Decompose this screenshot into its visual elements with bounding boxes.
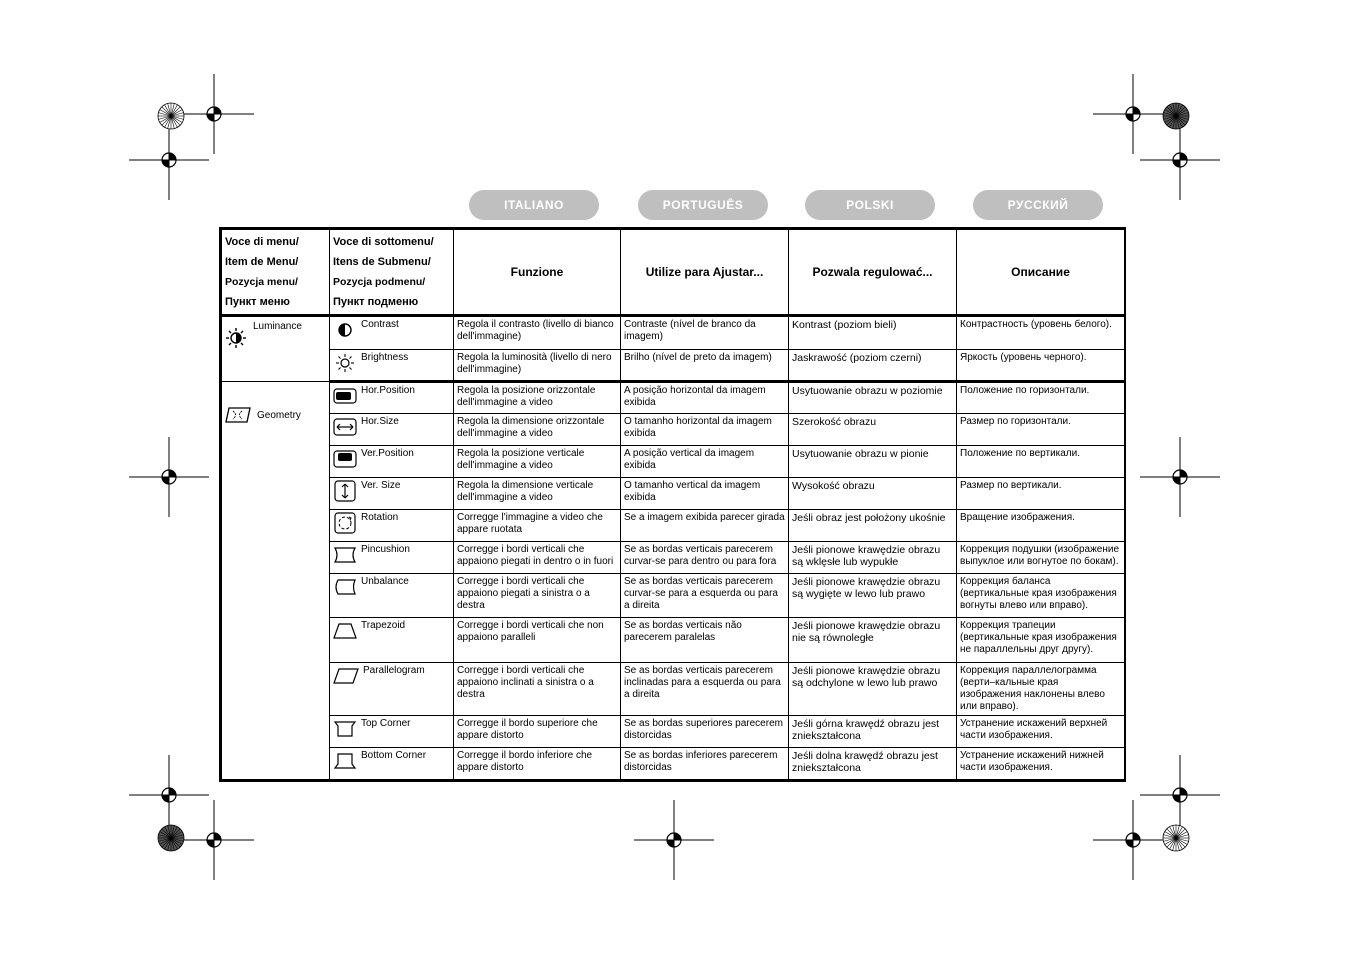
header-submenu-item-ru: Пункт подменю [333, 296, 419, 308]
table-row [222, 510, 1125, 542]
table-row [222, 618, 1125, 663]
submenu-item-label[interactable]: Trapezoid [361, 620, 406, 631]
header-submenu-item-pl: Pozycja podmenu/ [333, 276, 426, 288]
utilize-cell: A posição horizontal da imagem exibida [621, 382, 789, 414]
utilize-cell: Se as bordas verticais parecerem curvar-se para a esquerda ou para a direita [621, 574, 789, 618]
sun-icon [333, 352, 357, 374]
submenu-item-cell[interactable] [330, 574, 454, 618]
ver-position-icon [333, 448, 357, 470]
pozwala-cell: Jeśli pionowe krawędzie obrazu są wygięte w lewo lub prawo [789, 574, 957, 618]
header-funzione: Funzione [454, 230, 621, 316]
funzione-cell: Corregge i bordi verticali che appaiono piegati in dentro o in fuori [454, 542, 621, 574]
color-target-icon [1162, 102, 1190, 130]
opisanie-cell: Устранение искажений верхней части изображения. [957, 716, 1125, 748]
table-row [222, 350, 1125, 382]
registration-crosshair-icon [634, 800, 714, 880]
table-row [222, 316, 1125, 350]
registration-crosshair-icon [1140, 120, 1220, 200]
header-opisanie: Описание [957, 230, 1125, 316]
pozwala-cell: Jeśli dolna krawędź obrazu jest zniekształcona [789, 748, 957, 780]
submenu-item-cell[interactable] [330, 382, 454, 414]
funzione-cell: Corregge i bordi verticali che appaiono inclinati a sinistra o a destra [454, 663, 621, 716]
submenu-item-cell[interactable] [330, 748, 454, 780]
menu-item-label[interactable]: Luminance [253, 321, 302, 332]
color-target-icon [157, 102, 185, 130]
submenu-item-label[interactable]: Hor.Size [361, 416, 399, 427]
pozwala-cell: Jeśli pionowe krawędzie obrazu są odchylone w lewo lub prawo [789, 663, 957, 716]
utilize-cell: Brilho (nível de preto da imagem) [621, 350, 789, 382]
pozwala-cell: Jeśli górna krawędź obrazu jest zniekształcona [789, 716, 957, 748]
header-menu-item-ru: Пункт меню [225, 296, 290, 308]
bottom-corner-icon [333, 750, 357, 772]
funzione-cell: Regola il contrasto (livello di bianco dell'immagine) [454, 316, 621, 350]
pozwala-cell: Kontrast (poziom bieli) [789, 316, 957, 350]
menu-item-cell [222, 382, 330, 780]
table-row [222, 478, 1125, 510]
submenu-item-label[interactable]: Hor.Position [361, 385, 415, 396]
menu-item-label[interactable]: Geometry [257, 410, 301, 421]
submenu-item-cell[interactable] [330, 350, 454, 382]
submenu-item-cell[interactable] [330, 663, 454, 716]
pincushion-icon [333, 544, 357, 566]
hor-size-icon [333, 416, 357, 438]
tab-italiano[interactable]: ITALIANO [469, 190, 599, 220]
submenu-item-label[interactable]: Top Corner [361, 718, 411, 729]
utilize-cell: Contraste (nível de branco da imagem) [621, 316, 789, 350]
pozwala-cell: Jeśli obraz jest położony ukośnie [789, 510, 957, 542]
submenu-item-cell[interactable] [330, 414, 454, 446]
table-row [222, 716, 1125, 748]
submenu-item-label[interactable]: Rotation [361, 512, 399, 523]
header-menu-item-it: Voce di menu/ [225, 236, 299, 248]
funzione-cell: Corregge il bordo inferiore che appare distorto [454, 748, 621, 780]
opisanie-cell: Положение по горизонтали. [957, 382, 1125, 414]
opisanie-cell: Коррекция параллелограмма (верти–кальные края изображения наклонены влево или вправо). [957, 663, 1125, 716]
registration-crosshair-icon [1140, 437, 1220, 517]
submenu-item-label[interactable]: Parallelogram [363, 665, 425, 676]
funzione-cell: Regola la dimensione orizzontale dell'immagine a video [454, 414, 621, 446]
opisanie-cell: Положение по вертикали. [957, 446, 1125, 478]
submenu-item-cell[interactable] [330, 542, 454, 574]
utilize-cell: Se a imagem exibida parecer girada [621, 510, 789, 542]
tab-russkij[interactable]: РУССКИЙ [973, 190, 1103, 220]
pozwala-cell: Usytuowanie obrazu w pionie [789, 446, 957, 478]
submenu-item-label[interactable]: Ver. Size [361, 480, 401, 491]
submenu-item-cell[interactable] [330, 618, 454, 663]
rotation-icon [333, 512, 357, 534]
color-target-icon [157, 824, 185, 852]
pozwala-cell: Jaskrawość (poziom czerni) [789, 350, 957, 382]
utilize-cell: Se as bordas superiores parecerem distorcidas [621, 716, 789, 748]
parallelogram-icon [333, 665, 359, 687]
table-row [222, 663, 1125, 716]
utilize-cell: O tamanho vertical da imagem exibida [621, 478, 789, 510]
utilize-cell: O tamanho horizontal da imagem exibida [621, 414, 789, 446]
header-submenu-item [330, 230, 454, 316]
header-submenu-item-it: Voce di sottomenu/ [333, 236, 434, 248]
submenu-item-label[interactable]: Unbalance [361, 576, 409, 587]
osd-menu-table [219, 227, 1126, 782]
submenu-item-label[interactable]: Ver.Position [361, 448, 414, 459]
submenu-item-cell[interactable] [330, 316, 454, 350]
registration-crosshair-icon [1093, 800, 1173, 880]
opisanie-cell: Вращение изображения. [957, 510, 1125, 542]
funzione-cell: Corregge i bordi verticali che appaiono piegati a sinistra o a destra [454, 574, 621, 618]
opisanie-cell: Устранение искажений нижней части изображения. [957, 748, 1125, 780]
opisanie-cell: Яркость (уровень черного). [957, 350, 1125, 382]
utilize-cell: A posição vertical da imagem exibida [621, 446, 789, 478]
header-menu-item-pl: Pozycja menu/ [225, 276, 298, 288]
top-corner-icon [333, 718, 357, 740]
funzione-cell: Regola la dimensione verticale dell'immagine a video [454, 478, 621, 510]
pozwala-cell: Jeśli pionowe krawędzie obrazu są wklęsłe lub wypukłe [789, 542, 957, 574]
funzione-cell: Corregge i bordi verticali che non appaiono paralleli [454, 618, 621, 663]
utilize-cell: Se as bordas verticais parecerem inclinadas para a esquerda ou para a direita [621, 663, 789, 716]
header-menu-item-pt: Item de Menu/ [225, 256, 299, 268]
submenu-item-cell[interactable] [330, 478, 454, 510]
funzione-cell: Corregge il bordo superiore che appare distorto [454, 716, 621, 748]
opisanie-cell: Коррекция трапеции (вертикальные края изображения не параллельны друг другу). [957, 618, 1125, 663]
opisanie-cell: Контрастность (уровень белого). [957, 316, 1125, 350]
registration-crosshair-icon [129, 437, 209, 517]
registration-crosshair-icon [174, 800, 254, 880]
tab-polski[interactable]: POLSKI [805, 190, 935, 220]
table-row [222, 748, 1125, 780]
funzione-cell: Regola la posizione orizzontale dell'immagine a video [454, 382, 621, 414]
funzione-cell: Corregge l'immagine a video che appare ruotata [454, 510, 621, 542]
submenu-item-cell[interactable] [330, 510, 454, 542]
geometry-icon [225, 406, 251, 428]
tab-portugues[interactable]: PORTUGUÊS [638, 190, 768, 220]
submenu-item-cell[interactable] [330, 716, 454, 748]
opisanie-cell: Размер по вертикали. [957, 478, 1125, 510]
pozwala-cell: Usytuowanie obrazu w poziomie [789, 382, 957, 414]
header-menu-item [222, 230, 330, 316]
header-submenu-item-pt: Itens de Submenu/ [333, 256, 431, 268]
utilize-cell: Se as bordas verticais parecerem curvar-se para dentro ou para fora [621, 542, 789, 574]
registration-crosshair-icon [129, 120, 209, 200]
menu-item-cell [222, 316, 330, 382]
hor-position-icon [333, 385, 357, 407]
funzione-cell: Regola la posizione verticale dell'immagine a video [454, 446, 621, 478]
utilize-cell: Se as bordas verticais não parecerem paralelas [621, 618, 789, 663]
submenu-item-label[interactable]: Contrast [361, 319, 399, 330]
table-row [222, 446, 1125, 478]
brightness-contrast-icon [225, 327, 247, 353]
table-row [222, 382, 1125, 414]
pozwala-cell: Wysokość obrazu [789, 478, 957, 510]
color-target-icon [1162, 824, 1190, 852]
contrast-icon [333, 319, 357, 341]
table-row [222, 414, 1125, 446]
pozwala-cell: Szerokość obrazu [789, 414, 957, 446]
table-row [222, 574, 1125, 618]
funzione-cell: Regola la luminosità (livello di nero dell'immagine) [454, 350, 621, 382]
ver-size-icon [333, 480, 357, 502]
table-row [222, 542, 1125, 574]
utilize-cell: Se as bordas inferiores parecerem distorcidas [621, 748, 789, 780]
opisanie-cell: Коррекция подушки (изображение выпуклое или вогнутое по бокам). [957, 542, 1125, 574]
opisanie-cell: Размер по горизонтали. [957, 414, 1125, 446]
opisanie-cell: Коррекция баланса (вертикальные края изображения вогнуты влево или вправо). [957, 574, 1125, 618]
submenu-item-label[interactable]: Brightness [361, 352, 409, 363]
header-pozwala: Pozwala regulować... [789, 230, 957, 316]
pozwala-cell: Jeśli pionowe krawędzie obrazu nie są równoległe [789, 618, 957, 663]
submenu-item-label[interactable]: Pincushion [361, 544, 410, 555]
submenu-item-cell[interactable] [330, 446, 454, 478]
unbalance-icon [333, 576, 357, 598]
header-utilize: Utilize para Ajustar... [621, 230, 789, 316]
submenu-item-label[interactable]: Bottom Corner [361, 750, 427, 761]
trapezoid-icon [333, 620, 357, 642]
